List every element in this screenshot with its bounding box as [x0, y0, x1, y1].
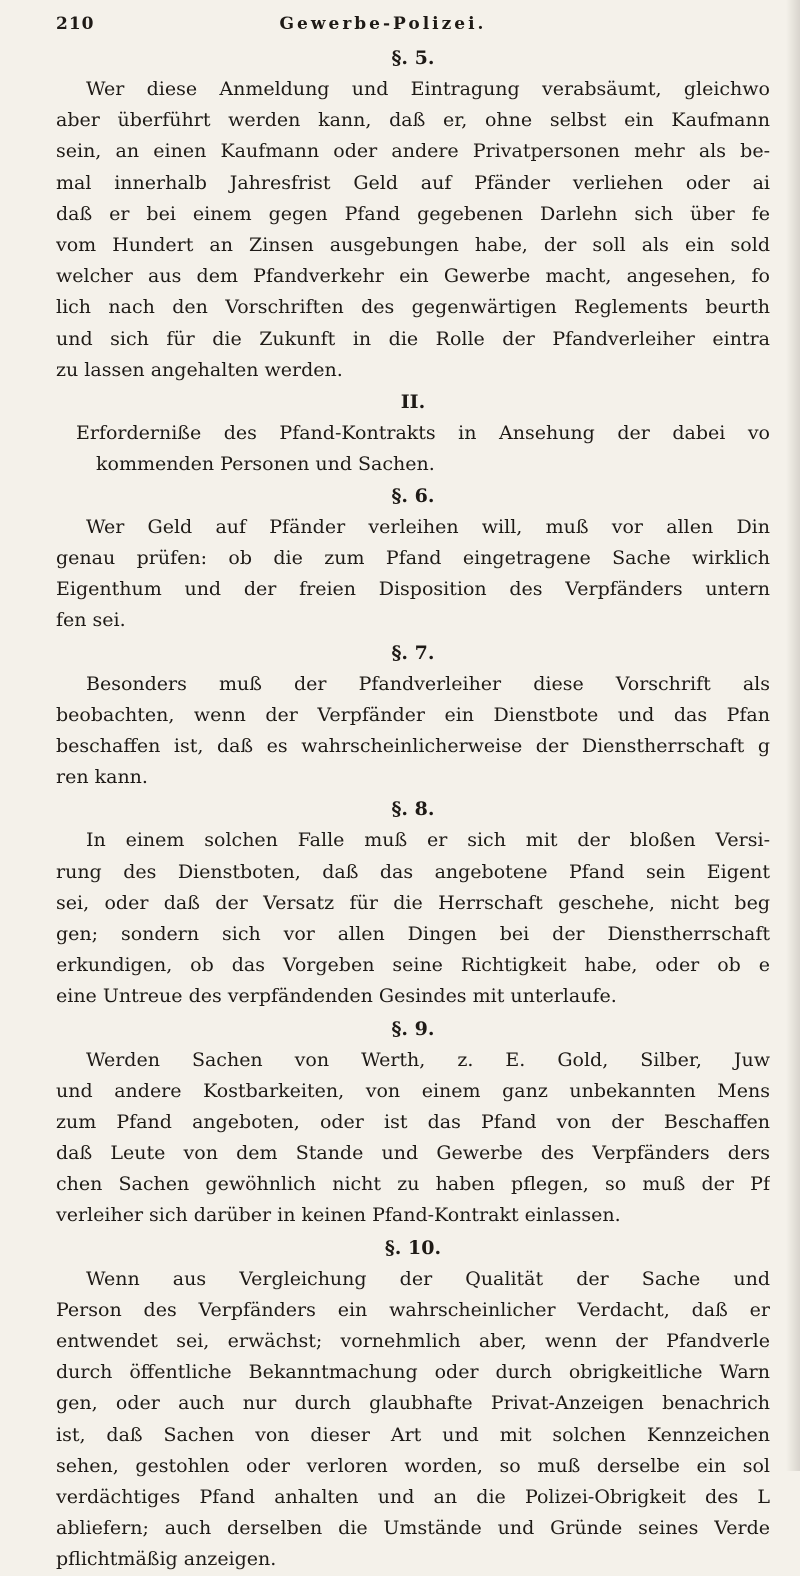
text-line: aber überführt werden kann, daß er, ohne selbst ein Kaufmann — [56, 109, 770, 132]
text-line: eine Untreue des verpfändenden Gesindes mit unterlaufe. — [56, 985, 617, 1008]
text-line: Person des Verpfänders ein wahrscheinlicher Verdacht, daß er — [56, 1298, 770, 1321]
text-line: In einem solchen Falle muß er sich mit der bloßen Versi- — [86, 829, 770, 852]
part-numeral: II. — [400, 390, 426, 413]
section-9 — [56, 1013, 770, 1232]
text-line: rung des Dienstboten, daß das angebotene Pfand sein Eigent — [56, 860, 770, 883]
section-mark: §. 6. — [391, 484, 435, 507]
section-10 — [56, 1232, 770, 1576]
text-line: gen; sondern sich vor allen Dingen bei der Dienstherrschaft — [56, 922, 770, 945]
text-line: erkundigen, ob das Vorgeben seine Richtigkeit habe, oder ob e — [56, 954, 770, 977]
heading-line: kommenden Personen und Sachen. — [96, 452, 435, 475]
text-line: sehen, gestohlen oder verloren worden, so muß derselbe ein sol — [56, 1454, 770, 1477]
text-line: mal innerhalb Jahresfrist Geld auf Pfänder verliehen oder ai — [56, 171, 770, 194]
text-line: verdächtiges Pfand anhalten und an die Polizei-Obrigkeit des L — [56, 1485, 770, 1508]
text-line: beschaffen ist, daß es wahrscheinlicherweise der Dienstherrschaft g — [56, 735, 770, 757]
text-line: Wenn aus Vergleichung der Qualität der Sache und — [86, 1267, 770, 1290]
text-line: durch öffentliche Bekanntmachung oder durch obrigkeitliche Warn — [56, 1361, 770, 1384]
text-line: chen Sachen gewöhnlich nicht zu haben pflegen, so muß der Pf — [56, 1173, 770, 1196]
part-2-heading — [56, 386, 770, 480]
running-title: Gewerbe-Polizei. — [279, 14, 487, 34]
section-mark: §. 10. — [384, 1236, 442, 1259]
page-edge-shadow — [786, 0, 800, 1471]
page-header — [56, 14, 770, 42]
text-line: Eigenthum und der freien Disposition des Verpfänders untern — [56, 578, 770, 601]
text-line: gen, oder auch nur durch glaubhafte Privat-Anzeigen benachrich — [56, 1392, 770, 1415]
text-line: genau prüfen: ob die zum Pfand eingetragene Sache wirklich — [56, 547, 770, 570]
section-mark: §. 8. — [391, 798, 435, 821]
text-line: daß er bei einem gegen Pfand gegebenen Darlehn sich über fe — [56, 202, 770, 225]
text-line: pflichtmäßig anzeigen. — [56, 1548, 277, 1571]
section-7 — [56, 637, 770, 794]
section-8 — [56, 793, 770, 1012]
text-line: sei, oder daß der Versatz für die Herrschaft geschehe, nicht beg — [56, 891, 770, 914]
text-line: Besonders muß der Pfandverleiher diese Vorschrift als — [86, 672, 770, 695]
text-line: zu lassen angehalten werden. — [56, 358, 343, 381]
section-mark: §. 7. — [391, 641, 435, 664]
text-line: ren kann. — [56, 766, 148, 789]
text-line: lich nach den Vorschriften des gegenwärtigen Reglements beurth — [56, 296, 770, 319]
text-line: beobachten, wenn der Verpfänder ein Dienstbote und das Pfan — [56, 703, 770, 726]
text-line: zum Pfand angeboten, oder ist das Pfand von der Beschaffen — [56, 1110, 770, 1133]
text-line: daß Leute von dem Stande und Gewerbe des Verpfänders ders — [56, 1142, 770, 1165]
text-line: verleiher sich darüber in keinen Pfand-Kontrakt einlassen. — [56, 1204, 621, 1227]
text-line: vom Hundert an Zinsen ausgebungen habe, der soll als ein sold — [56, 233, 770, 256]
text-line: welcher aus dem Pfandverkehr ein Gewerbe macht, angesehen, fo — [56, 265, 770, 288]
section-5 — [56, 42, 770, 386]
text-line: abliefern; auch derselben die Umstände und Gründe seines Verde — [56, 1517, 770, 1540]
section-6 — [56, 480, 770, 637]
text-line: entwendet sei, erwächst; vornehmlich aber, wenn der Pfandverle — [56, 1330, 770, 1352]
section-mark: §. 5. — [391, 47, 435, 69]
text-line: Wer diese Anmeldung und Eintragung verabsäumt, gleichwo — [86, 78, 770, 100]
text-line: ist, daß Sachen von dieser Art und mit solchen Kennzeichen — [56, 1423, 770, 1446]
text-line: und sich für die Zukunft in die Rolle der Pfandverleiher eintra — [56, 327, 770, 350]
text-line: fen sei. — [56, 609, 126, 632]
heading-line: Erforderniße des Pfand-Kontrakts in Ansehung der dabei vo — [76, 421, 770, 444]
section-mark: §. 9. — [391, 1017, 435, 1040]
text-line: sein, an einen Kaufmann oder andere Privatpersonen mehr als be- — [56, 140, 770, 163]
page-number: 210 — [56, 14, 95, 34]
text-line: und andere Kostbarkeiten, von einem ganz unbekannten Mens — [56, 1079, 770, 1102]
text-line: Werden Sachen von Werth, z. E. Gold, Silber, Juw — [86, 1048, 770, 1071]
text-line: Wer Geld auf Pfänder verleihen will, muß vor allen Din — [86, 515, 770, 538]
